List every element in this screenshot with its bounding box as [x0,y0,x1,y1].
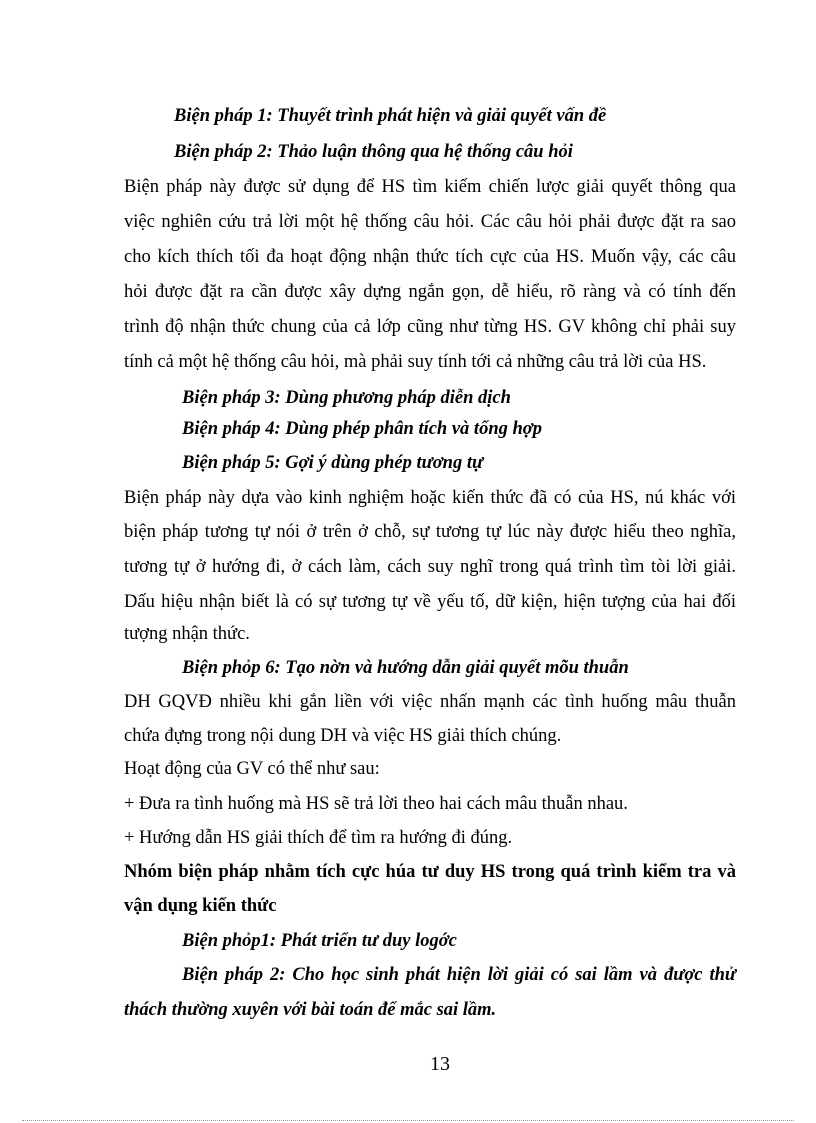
paragraph-line: tượng nhận thức. [124,624,250,644]
paragraph-line: Hoạt động của GV có thể như sau: [124,759,380,779]
heading-bien-phap-2b: Biện pháp 2: Cho học sinh phát hiện lời giải có sai lầm và được thử [182,965,736,985]
paragraph-line: tính cả một hệ thống câu hỏi, mà phải suy tính tới cả những câu trả lời của HS. [124,352,707,372]
section-heading-cont: vận dụng kiến thức [124,896,277,916]
section-heading: Nhóm biện pháp nhằm tích cực húa tư duy HS trong quá trình kiểm tra và [124,862,736,882]
heading-bien-phap-6: Biện phỏp 6: Tạo nờn và hướng dẫn giải quyết mõu thuẫn [182,658,629,678]
heading-bien-phap-2: Biện pháp 2: Thảo luận thông qua hệ thống câu hỏi [174,142,573,162]
heading-bien-phap-3: Biện pháp 3: Dùng phương pháp diễn dịch [182,388,511,408]
paragraph-line: DH GQVĐ nhiều khi gắn liền với việc nhấn mạnh các tình huống mâu thuẫn [124,692,736,712]
paragraph-line: việc nghiên cứu trả lời một hệ thống câu hỏi. Các câu hỏi phải được đặt ra sao [124,212,736,232]
paragraph-line: Biện pháp này được sử dụng để HS tìm kiếm chiến lược giải quyết thông qua [124,177,736,197]
paragraph-line: cho kích thích tối đa hoạt động nhận thức tích cực của HS. Muốn vậy, các câu [124,247,736,267]
paragraph-line: Dấu hiệu nhận biết là có sự tương tự về yếu tố, dữ kiện, hiện tượng của hai đối [124,592,736,612]
paragraph-line: hỏi được đặt ra cần được xây dựng ngắn gọn, dễ hiểu, rõ ràng và có tính đến [124,282,736,302]
heading-bien-phap-5: Biện pháp 5: Gợi ý dùng phép tương tự [182,453,484,473]
footer-dotted-rule [22,1120,794,1121]
page-number: 13 [430,1053,450,1075]
paragraph-line: biện pháp tương tự nói ở trên ở chỗ, sự tương tự lúc này được hiểu theo nghĩa, [124,522,736,542]
paragraph-line: tương tự ở hướng đi, ở cách làm, cách suy nghĩ trong quá trình tìm tòi lời giải. [124,557,736,577]
paragraph-line: chứa đựng trong nội dung DH và việc HS giải thích chúng. [124,726,562,746]
list-item: + Đưa ra tình huống mà HS sẽ trả lời theo hai cách mâu thuẫn nhau. [124,794,628,814]
heading-bien-phap-1b: Biện phỏp1: Phát triển tư duy logớc [182,931,457,951]
list-item: + Hướng dẫn HS giải thích để tìm ra hướng đi đúng. [124,828,513,848]
heading-bien-phap-2b-cont: thách thường xuyên với bài toán để mắc sai lầm. [124,1000,497,1020]
heading-bien-phap-4: Biện pháp 4: Dùng phép phân tích và tổng hợp [182,419,542,439]
paragraph-line: Biện pháp này dựa vào kinh nghiệm hoặc kiến thức đã có của HS, nú khác với [124,488,736,508]
paragraph-line: trình độ nhận thức chung của cả lớp cũng như từng HS. GV không chỉ phải suy [124,317,736,337]
heading-bien-phap-1: Biện pháp 1: Thuyết trình phát hiện và giải quyết vấn đề [174,106,607,126]
